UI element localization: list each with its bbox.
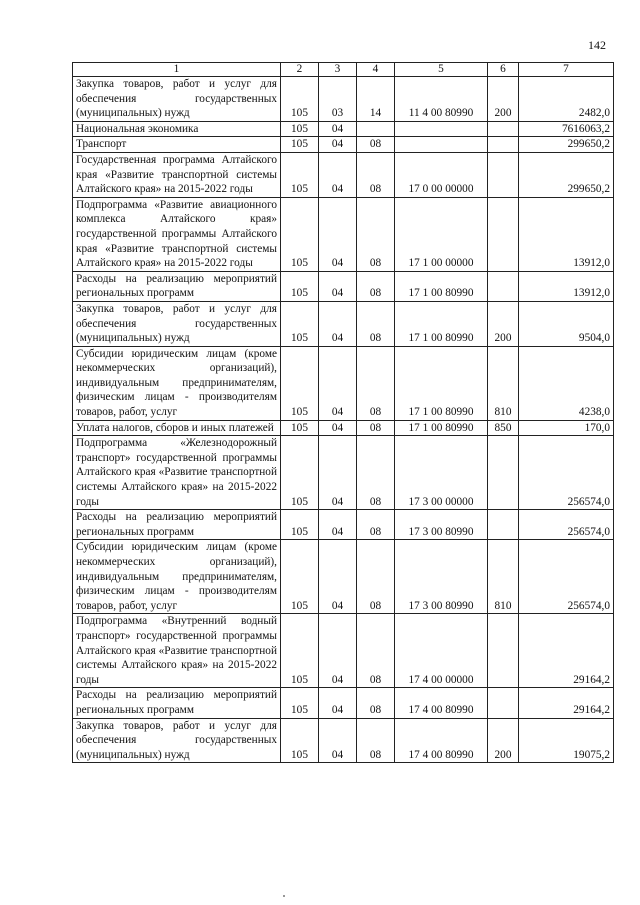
header-cell-4: 4 [357,63,395,77]
row-expense-type-cell: 200 [488,77,519,122]
table-row [73,137,614,153]
row-name-cell: Государственная программа Алтайского края «Развитие транспортной системы Алтайского края» на 2015-2022 годы [73,152,281,197]
row-name-cell: Закупка товаров, работ и услуг для обеспечения государственных (муниципальных) нужд [73,718,281,763]
row-amount-cell: 9504,0 [519,301,614,346]
row-subsection-cell: 08 [357,688,395,718]
row-section-cell: 04 [319,121,357,137]
row-subsection-cell: 08 [357,152,395,197]
row-expense-type-cell: 810 [488,346,519,420]
row-amount-cell: 256574,0 [519,540,614,614]
table-row [73,271,614,301]
table-row [73,420,614,436]
row-subsection-cell: 08 [357,197,395,271]
row-target-article-cell: 11 4 00 80990 [395,77,488,122]
row-name-cell: Закупка товаров, работ и услуг для обеспечения государственных (муниципальных) нужд [73,77,281,122]
row-subsection-cell: 08 [357,420,395,436]
row-name-cell: Подпрограмма «Железнодорожный транспорт» государственной программы Алтайского края «Развитие транспортной системы Алтайского края» на 2015-2022 годы [73,436,281,510]
row-amount-cell: 7616063,2 [519,121,614,137]
row-subsection-cell: 08 [357,614,395,688]
row-amount-cell: 299650,2 [519,137,614,153]
row-code-cell: 105 [281,540,319,614]
row-target-article-cell [395,121,488,137]
header-cell-6: 6 [488,63,519,77]
row-target-article-cell: 17 3 00 80990 [395,540,488,614]
row-section-cell: 04 [319,152,357,197]
row-code-cell: 105 [281,121,319,137]
row-target-article-cell: 17 1 00 80990 [395,301,488,346]
row-amount-cell: 13912,0 [519,271,614,301]
row-amount-cell: 256574,0 [519,436,614,510]
row-amount-cell: 299650,2 [519,152,614,197]
row-expense-type-cell [488,137,519,153]
row-target-article-cell: 17 1 00 80990 [395,420,488,436]
row-section-cell: 04 [319,540,357,614]
row-target-article-cell: 17 3 00 00000 [395,436,488,510]
row-section-cell: 04 [319,718,357,763]
row-name-cell: Закупка товаров, работ и услуг для обеспечения государственных (муниципальных) нужд [73,301,281,346]
row-amount-cell: 19075,2 [519,718,614,763]
table-row [73,301,614,346]
table-row [73,77,614,122]
table-row [73,346,614,420]
row-expense-type-cell [488,152,519,197]
row-section-cell: 04 [319,271,357,301]
table-row [73,197,614,271]
row-code-cell: 105 [281,346,319,420]
row-section-cell: 04 [319,346,357,420]
row-section-cell: 04 [319,197,357,271]
budget-table [72,62,614,763]
row-code-cell: 105 [281,301,319,346]
row-expense-type-cell: 810 [488,540,519,614]
row-target-article-cell: 17 4 00 00000 [395,614,488,688]
row-section-cell: 03 [319,77,357,122]
row-name-cell: Субсидии юридическим лицам (кроме некоммерческих организаций), индивидуальным предпринимателям, физическим лицам - производителям товаров, работ, услуг [73,346,281,420]
row-subsection-cell: 08 [357,718,395,763]
row-name-cell: Расходы на реализацию мероприятий региональных программ [73,271,281,301]
header-cell-7: 7 [519,63,614,77]
row-section-cell: 04 [319,688,357,718]
row-target-article-cell: 17 1 00 00000 [395,197,488,271]
table-row [73,510,614,540]
row-section-cell: 04 [319,301,357,346]
row-amount-cell: 4238,0 [519,346,614,420]
row-amount-cell: 13912,0 [519,197,614,271]
row-code-cell: 105 [281,152,319,197]
row-name-cell: Подпрограмма «Внутренний водный транспорт» государственной программы Алтайского края «Развитие транспортной системы Алтайского края» на 2015-2022 годы [73,614,281,688]
header-cell-2: 2 [281,63,319,77]
table-row [73,688,614,718]
row-code-cell: 105 [281,718,319,763]
row-amount-cell: 170,0 [519,420,614,436]
row-subsection-cell: 08 [357,436,395,510]
row-amount-cell: 256574,0 [519,510,614,540]
row-code-cell: 105 [281,137,319,153]
row-subsection-cell: 14 [357,77,395,122]
row-section-cell: 04 [319,420,357,436]
row-amount-cell: 2482,0 [519,77,614,122]
row-code-cell: 105 [281,510,319,540]
row-expense-type-cell: 850 [488,420,519,436]
row-target-article-cell: 17 1 00 80990 [395,346,488,420]
row-name-cell: Расходы на реализацию мероприятий региональных программ [73,510,281,540]
header-cell-5: 5 [395,63,488,77]
row-subsection-cell: 08 [357,301,395,346]
header-cell-1: 1 [73,63,281,77]
row-section-cell: 04 [319,614,357,688]
row-subsection-cell: 08 [357,271,395,301]
row-expense-type-cell [488,271,519,301]
row-code-cell: 105 [281,688,319,718]
row-subsection-cell: 08 [357,540,395,614]
row-target-article-cell: 17 1 00 80990 [395,271,488,301]
row-subsection-cell: 08 [357,137,395,153]
row-amount-cell: 29164,2 [519,614,614,688]
row-target-article-cell: 17 0 00 00000 [395,152,488,197]
row-expense-type-cell [488,510,519,540]
table-row [73,614,614,688]
row-code-cell: 105 [281,420,319,436]
row-target-article-cell: 17 4 00 80990 [395,688,488,718]
scan-dot [283,895,285,897]
row-subsection-cell: 08 [357,510,395,540]
row-code-cell: 105 [281,614,319,688]
row-code-cell: 105 [281,77,319,122]
header-cell-3: 3 [319,63,357,77]
row-expense-type-cell: 200 [488,301,519,346]
row-name-cell: Расходы на реализацию мероприятий региональных программ [73,688,281,718]
row-expense-type-cell [488,688,519,718]
row-target-article-cell: 17 3 00 80990 [395,510,488,540]
row-target-article-cell [395,137,488,153]
row-subsection-cell: 08 [357,346,395,420]
table-row [73,121,614,137]
row-subsection-cell [357,121,395,137]
row-name-cell: Национальная экономика [73,121,281,137]
row-expense-type-cell [488,436,519,510]
row-code-cell: 105 [281,436,319,510]
row-section-cell: 04 [319,436,357,510]
row-name-cell: Транспорт [73,137,281,153]
table-row [73,152,614,197]
row-section-cell: 04 [319,510,357,540]
row-name-cell: Уплата налогов, сборов и иных платежей [73,420,281,436]
row-expense-type-cell [488,197,519,271]
header-row [73,63,614,77]
row-code-cell: 105 [281,271,319,301]
table-body [73,77,614,763]
table-row [73,436,614,510]
row-code-cell: 105 [281,197,319,271]
row-expense-type-cell: 200 [488,718,519,763]
row-section-cell: 04 [319,137,357,153]
page-number: 142 [588,38,606,52]
row-target-article-cell: 17 4 00 80990 [395,718,488,763]
row-expense-type-cell [488,121,519,137]
row-amount-cell: 29164,2 [519,688,614,718]
table-row [73,540,614,614]
row-name-cell: Подпрограмма «Развитие авиационного комплекса Алтайского края» государственной программы Алтайского края «Развитие транспортной системы Алтайского края» на 2015-2022 годы [73,197,281,271]
row-expense-type-cell [488,614,519,688]
table-row [73,718,614,763]
row-name-cell: Субсидии юридическим лицам (кроме некоммерческих организаций), индивидуальным предпринимателям, физическим лицам - производителям товаров, работ, услуг [73,540,281,614]
